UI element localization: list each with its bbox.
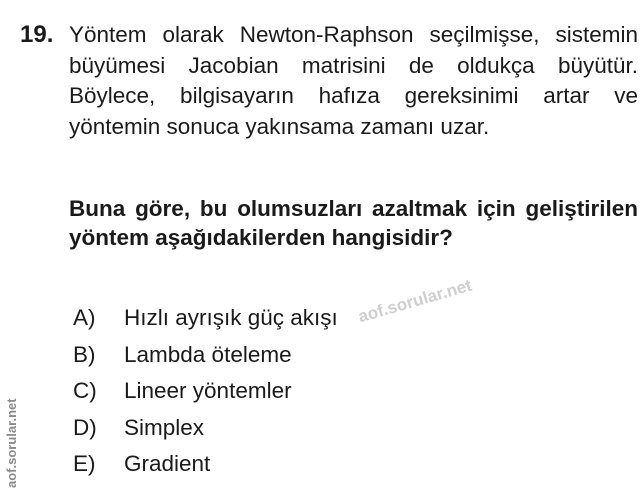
option-b[interactable]	[73, 337, 338, 374]
option-letter: A)	[73, 305, 96, 330]
option-c[interactable]	[73, 373, 338, 410]
option-text: Lineer yöntemler	[124, 378, 292, 403]
watermark-vertical: aof.sorular.net	[4, 398, 19, 488]
option-text: Lambda öteleme	[124, 341, 292, 367]
option-text: Hızlı ayrışık güç akışı	[124, 305, 338, 330]
option-letter: D)	[73, 414, 97, 440]
option-text: Gradient	[124, 451, 211, 476]
option-letter: B)	[73, 341, 96, 367]
question-prompt: Buna göre, bu olumsuzları azaltmak için geliştirilen yöntem aşağıdakilerden hangisidir?	[69, 196, 638, 250]
question-text: Yöntem olarak Newton-Raphson seçilmişse, sistemin büyümesi Jacobian matrisini de oldukça büyütür. Böylece, bilgisayarın hafıza gereksinimi artar ve yöntemin sonuca yakınsama zamanı uzar.	[69, 22, 638, 139]
option-letter: E)	[73, 451, 96, 476]
option-letter: C)	[73, 378, 97, 403]
option-a[interactable]	[73, 300, 338, 337]
option-d[interactable]	[73, 410, 338, 447]
answer-options	[73, 300, 338, 483]
question-number: 19.	[20, 21, 54, 48]
option-e[interactable]	[73, 446, 338, 483]
option-text: Simplex	[124, 414, 205, 440]
watermark-diagonal: aof.sorular.net	[356, 275, 474, 327]
